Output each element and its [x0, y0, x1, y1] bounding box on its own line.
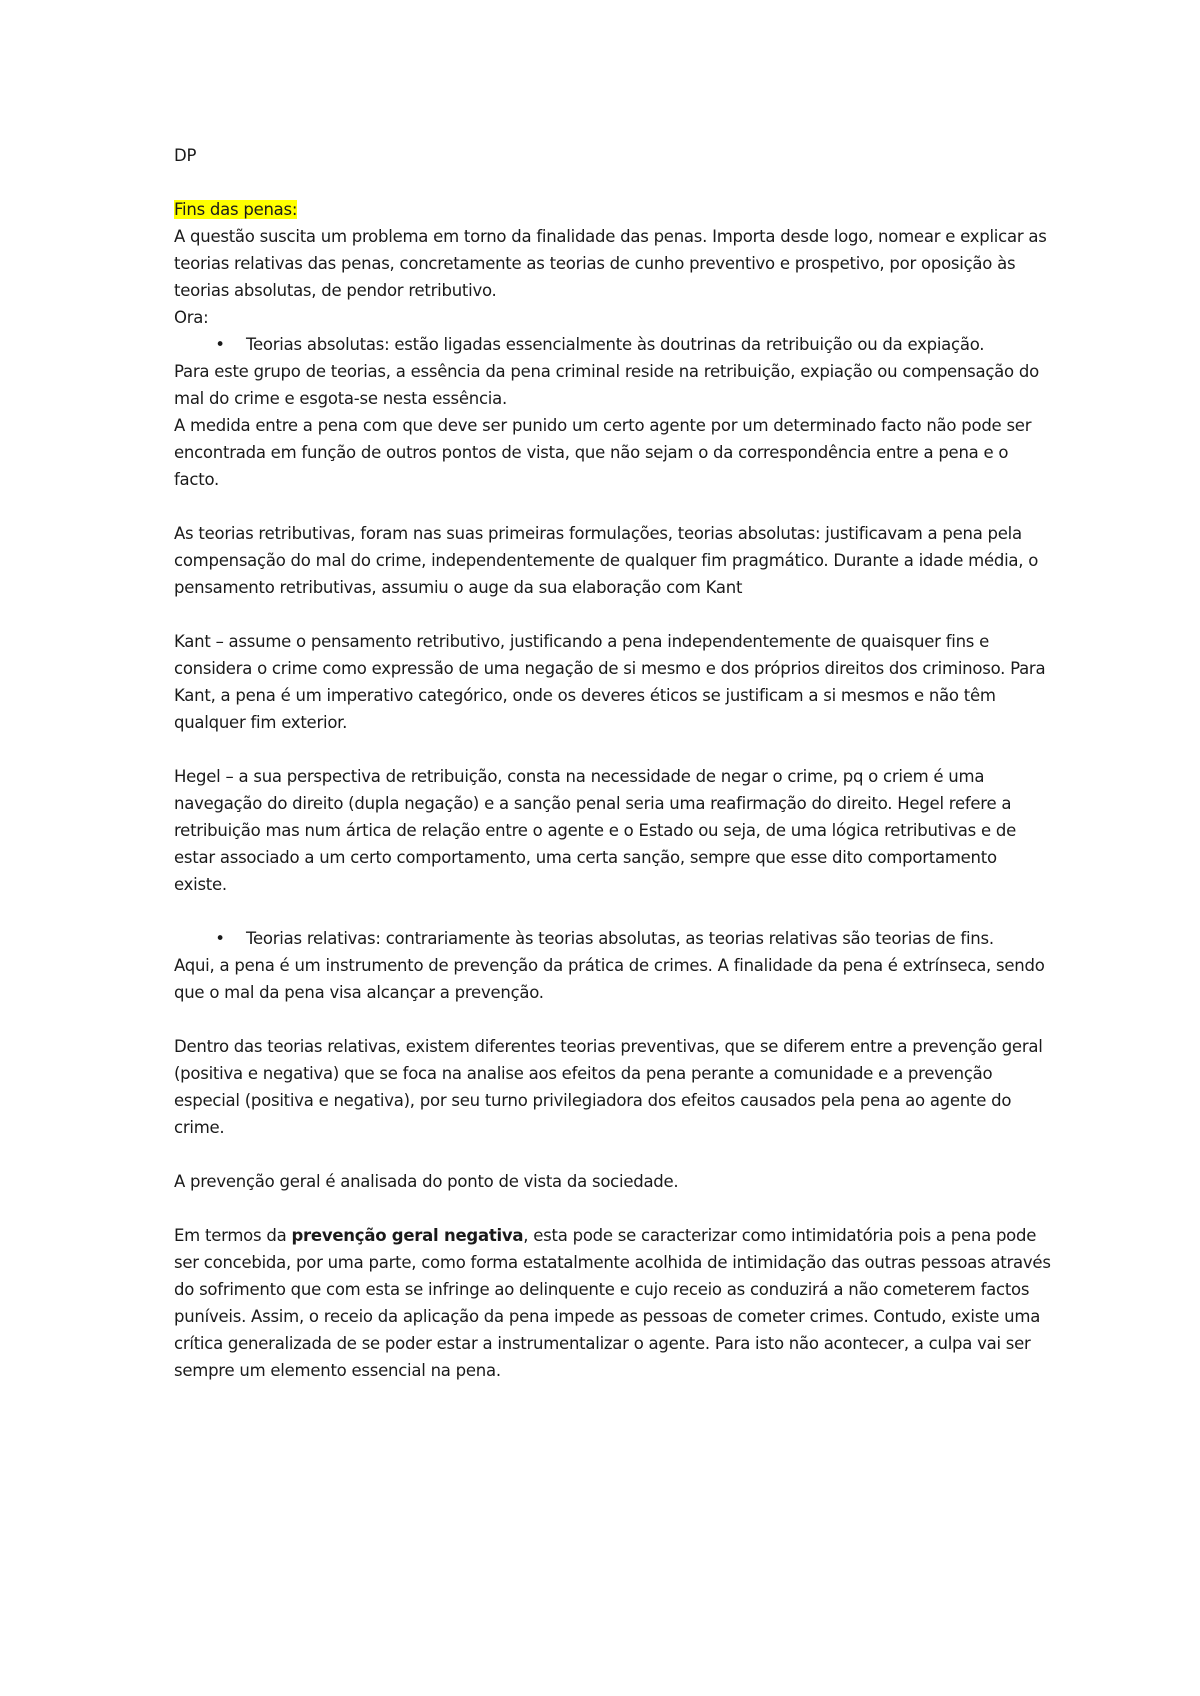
bullet-text: Teorias relativas: contrariamente às teorias absolutas, as teorias relativas são teorias de fins.	[246, 929, 994, 948]
bullet-text: Teorias absolutas: estão ligadas essencialmente às doutrinas da retribuição ou da expiação.	[246, 335, 985, 354]
blank-line	[174, 898, 1054, 925]
bold-term: prevenção geral negativa	[291, 1226, 524, 1245]
blank-line	[174, 601, 1054, 628]
paragraph-dentro: Dentro das teorias relativas, existem diferentes teorias preventivas, que se diferem entre a prevenção geral (positiva e negativa) que se foca na analise aos efeitos da pena perante a comunidade e a prevenção especial (positiva e negativa), por seu turno privilegiadora dos efeitos causados pela pena ao agente do crime.	[174, 1037, 1043, 1137]
bullet-icon: •	[215, 335, 225, 354]
bullet-item-relativas	[174, 925, 1054, 952]
paragraph-em-termos	[174, 1222, 1054, 1384]
paragraph-hegel: Hegel – a sua perspectiva de retribuição, consta na necessidade de negar o crime, pq o criem é uma navegação do direito (dupla negação) e a sanção penal seria uma reafirmação do direito. Hegel refere a retribuição mas num ártica de relação entre o agente e o Estado ou seja, de uma lógica retributivas e de estar associado a um certo comportamento, uma certa sanção, sempre que esse dito comportamento existe.	[174, 767, 1016, 894]
blank-line	[174, 493, 1054, 520]
paragraph-prevencao-geral: A prevenção geral é analisada do ponto de vista da sociedade.	[174, 1172, 679, 1191]
blank-line	[174, 1141, 1054, 1168]
document-body	[174, 142, 1054, 1384]
paragraph-grupo: Para este grupo de teorias, a essência da pena criminal reside na retribuição, expiação ou compensação do mal do crime e esgota-se nesta essência.	[174, 362, 1039, 408]
bullet-item-absolutas	[174, 331, 1054, 358]
text-run: Em termos da	[174, 1226, 292, 1245]
paragraph-aqui: Aqui, a pena é um instrumento de prevenção da prática de crimes. A finalidade da pena é extrínseca, sendo que o mal da pena visa alcançar a prevenção.	[174, 956, 1045, 1002]
bullet-icon: •	[215, 929, 225, 948]
section-title	[174, 196, 1054, 223]
highlighted-title: Fins das penas:	[174, 200, 298, 219]
paragraph-retributivas: As teorias retributivas, foram nas suas primeiras formulações, teorias absolutas: justificavam a pena pela compensação do mal do crime, independentemente de qualquer fim pragmático. Durante a idade média, o pensamento retributivas, assumiu o auge da sua elaboração com Kant	[174, 524, 1039, 597]
intro-paragraph: A questão suscita um problema em torno da finalidade das penas. Importa desde logo, nomear e explicar as teorias relativas das penas, concretamente as teorias de cunho preventivo e prospetivo, por oposição às teorias absolutas, de pendor retributivo.	[174, 227, 1047, 300]
ora-line: Ora:	[174, 308, 209, 327]
blank-line	[174, 1195, 1054, 1222]
paragraph-medida: A medida entre a pena com que deve ser punido um certo agente por um determinado facto não pode ser encontrada em função de outros pontos de vista, que não sejam o da correspondência entre a pena e o facto.	[174, 416, 1032, 489]
text-run: , esta pode se caracterizar como intimidatória pois a pena pode ser concebida, por uma parte, como forma estatalmente acolhida de intimidação das outras pessoas através do sofrimento que com esta se infringe ao delinquente e cujo receio as conduzirá a não cometerem factos puníveis. Assim, o receio da aplicação da pena impede as pessoas de cometer crimes. Contudo, existe uma crítica generalizada de se poder estar a instrumentalizar o agente. Para isto não acontecer, a culpa vai ser sempre um elemento essencial na pena.	[174, 1226, 1051, 1380]
blank-line	[174, 1006, 1054, 1033]
blank-line	[174, 169, 1054, 196]
paragraph-kant: Kant – assume o pensamento retributivo, justificando a pena independentemente de quaisquer fins e considera o crime como expressão de uma negação de si mesmo e dos próprios direitos dos criminoso. Para Kant, a pena é um imperativo categórico, onde os deveres éticos se justificam a si mesmos e não têm qualquer fim exterior.	[174, 632, 1046, 732]
doc-header: DP	[174, 146, 197, 165]
blank-line	[174, 736, 1054, 763]
